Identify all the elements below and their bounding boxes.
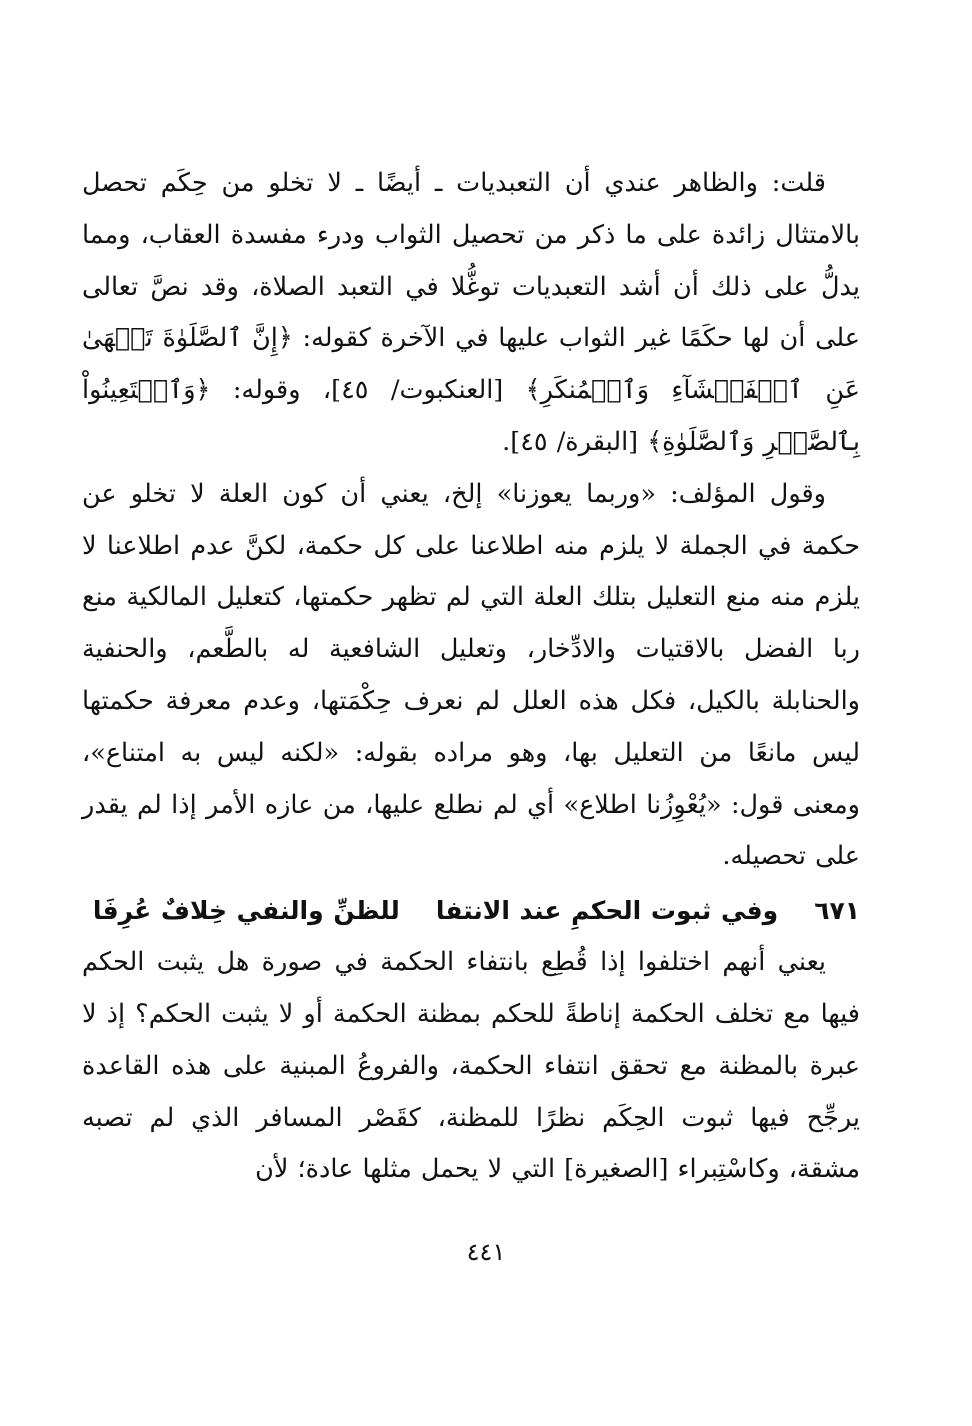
verse-second-half: للظنِّ والنفي خِلافٌ عُرِفَا <box>92 896 400 926</box>
verse-first-half: وفي ثبوت الحكمِ عند الانتفا <box>435 896 779 926</box>
paragraph-verse-commentary: يعني أنهم اختلفوا إذا قُطِع بانتفاء الحكمة في صورة هل يثبت الحكم فيها مع تخلف الحكمة إناطةً للحكم بمظنة الحكمة أو لا يثبت الحكم؟ إذ لا عبرة بالمظنة مع تحقق انتفاء الحكمة، والفروعُ المبنية على هذه القاعدة يرجِّح فيها ثبوت الحِكَم نظرًا للمظنة، كقَصْر المسافر الذي لم تصبه مشقة، وكاسْتِبراء [الصغيرة] التي لا يحمل مثلها عادة؛ لأن <box>82 947 860 1185</box>
page-body <box>82 158 860 1196</box>
paragraph-author-comment: قلت: والظاهر عندي أن التعبديات ـ أيضًا ـ لا تخلو من حِكَم تحصل بالامتثال زائدة على ما ذكر من تحصيل الثواب ودرء مفسدة العقاب، ومما يدلُّ على ذلك أن أشد التعبديات توغُّلا في التعبد الصلاة، وقد نصَّ تعالى على أن لها حكَمًا غير الثواب عليها في الآخرة كقوله: ﴿إِنَّ ٱلصَّلَوٰةَ تَنۡهَىٰ عَنِ ٱلۡفَحۡشَآءِ وَٱلۡمُنكَرِ﴾ [العنكبوت/ ٤٥]، وقوله: ﴿وَٱسۡتَعِينُواْ بِٱلصَّبۡرِ وَٱلصَّلَوٰةِ﴾ [البقرة/ ٤٥]. <box>82 168 860 457</box>
page-number: ٤٤١ <box>466 1238 506 1266</box>
paragraph-explanation: وقول المؤلف: «وربما يعوزنا» إلخ، يعني أن كون العلة لا تخلو عن حكمة في الجملة لا يلزم منه اطلاعنا على كل حكمة، لكنَّ عدم اطلاعنا لا يلزم منه منع التعليل بتلك العلة التي لم تظهر حكمتها، كتعليل المالكية منع ربا الفضل بالاقتيات والادِّخار، وتعليل الشافعية له بالطَّعم، والحنفية والحنابلة بالكيل، فكل هذه العلل لم نعرف حِكْمَتها، وعدم معرفة حكمتها ليس مانعًا من التعليل بها، وهو مراده بقوله: «لكنه ليس به امتناع»، ومعنى قول: «يُعْوِزُنا اطلاع» أي لم نطلع عليها، من عازه الأمر إذا لم يقدر على تحصيله. <box>82 478 860 872</box>
verse-line <box>82 889 860 933</box>
verse-number: ٦٧١ <box>814 896 860 926</box>
